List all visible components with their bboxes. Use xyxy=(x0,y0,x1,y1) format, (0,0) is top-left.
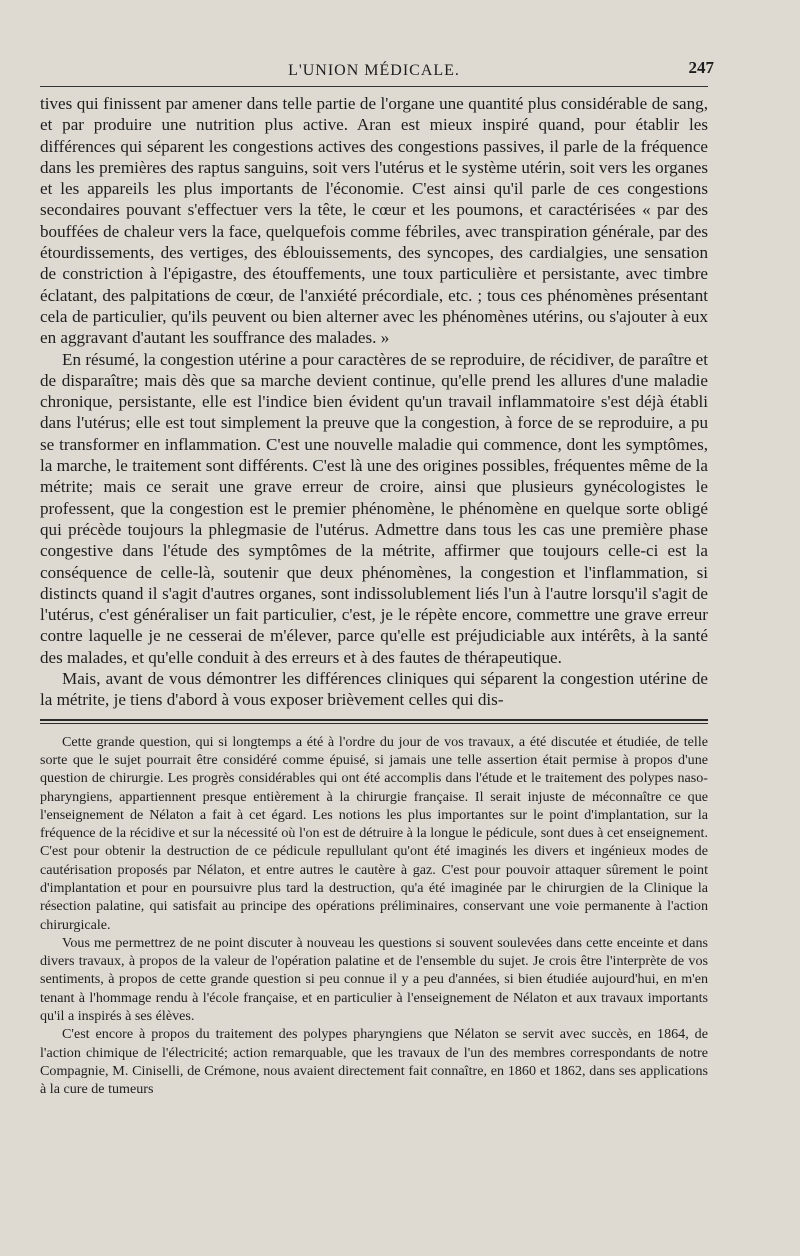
footnote-section xyxy=(40,733,708,1099)
main-text xyxy=(40,93,708,711)
body-paragraph: tives qui finissent par amener dans telle partie de l'organe une quantité plus considérable de sang, et par produire une nutrition plus active. Aran est mieux inspiré quand, pour établir les différences qui séparent les congestions actives des congestions passives, il parle de la fréquence dans les premières des raptus sanguins, soit vers l'utérus et le système utérin, soit vers les organes et les appareils les plus importants de l'économie. C'est ainsi qu'il parle de ces congestions secondaires pouvant s'effectuer vers la tête, le cœur et les poumons, et caractérisées « par des bouffées de chaleur vers la face, quelquefois comme fébriles, avec transpiration générale, par des étourdissements, des vertiges, des éblouissements, des syncopes, des cardialgies, une sensation de constriction à l'épigastre, des étouffements, une toux particulière et persistante, avec timbre éclatant, des palpitations de cœur, de l'anxiété précordiale, etc. ; tous ces phénomènes présentant cela de particulier, qu'ils peuvent ou bien alterner avec les phénomènes utérins, ou s'ajouter à eux en aggravant d'autant les souffrance des malades. » xyxy=(40,94,708,348)
page-number: 247 xyxy=(688,58,714,77)
footnote-separator xyxy=(40,719,708,724)
body-paragraph: En résumé, la congestion utérine a pour caractères de se reproduire, de récidiver, de paraître et de disparaître; mais dès que sa marche devient continue, qu'elle prend les allures d'une maladie chronique, persistante, elle est l'indice bien évident qu'un travail inflammatoire s'est déjà établi dans l'utérus; elle est tout simplement la preuve que la congestion, à force de se reproduire, a pu se transformer en inflammation. C'est une nouvelle maladie qui commence, dont les symptômes, la marche, le traitement sont différents. C'est là une des origines possibles, fréquentes même de la métrite; mais ce serait une grave erreur de croire, ainsi que plusieurs gynécologistes le professent, que la congestion est le premier phénomène, le phénomène en quelque sorte obligé qui précède toujours la phlegmasie de l'utérus. Admettre dans tous les cas une première phase congestive dans l'étude des symptômes de la métrite, affirmer que toujours celle-ci est la conséquence de celle-là, soutenir que deux phénomènes, la congestion et l'inflammation, si distincts quand il s'agit d'autres organes, sont indissolublement liés l'un à l'autre lorsqu'il s'agit de l'utérus, c'est généraliser un fait particulier, c'est, je le répète encore, commettre une grave erreur contre laquelle je ne cesserai de m'élever, parce qu'elle est préjudiciable aux intérêts, à la santé des malades, et qu'elle conduit à des erreurs et à des fautes de thérapeutique. xyxy=(40,349,708,667)
footnote-paragraph: Vous me permettrez de ne point discuter à nouveau les questions si souvent soulevées dans cette enceinte et dans divers travaux, à propos de la valeur de l'opération palatine et de l'ensemble du sujet. Je crois être l'interprète de vos sentiments, à propos de cette grande question si peu connue il y a peu d'années, si bien étudiée aujourd'hui, en m'en tenant à l'hommage rendu à l'école française, et en particulier à l'enseignement de Nélaton et aux travaux importants qu'il a inspirés à ses élèves. xyxy=(40,934,708,1025)
body-paragraph: Mais, avant de vous démontrer les différences cliniques qui séparent la congestion utérine de la métrite, je tiens d'abord à vous exposer brièvement celles qui dis- xyxy=(40,669,708,710)
footnote-paragraph: Cette grande question, qui si longtemps a été à l'ordre du jour de vos travaux, a été discutée et étudiée, de telle sorte que le sujet pourrait être considéré comme épuisé, si jamais une telle assertion était permise à propos d'une question de chirurgie. Les progrès considérables qui ont été accomplis dans l'étude et le traitement des polypes naso-pharyngiens, appartiennent presque entièrement à la chirurgie française. Il serait injuste de méconnaître ce que l'enseignement de Nélaton a fait à cet égard. Les notions les plus importantes sur le point d'implantation, sur la fréquence de la récidive et sur la nécessité où l'on est de détruire à la longue le pédicule, sont dues à cet enseignement. C'est pour obtenir la destruction de ce pédicule repullulant qu'ont été imaginés les divers et ingénieux modes de cautérisation proposés par Nélaton, et entre autres le cautère à gaz. C'est pour pouvoir attaquer sûrement le point d'implantation et pour en poursuivre plus tard la destruction, qu'a été imaginée par le chirurgien de la Clinique la résection palatine, qui satisfait au principe des opérations préliminaires, conservant une voie permanente à l'action chirurgicale. xyxy=(40,733,708,933)
page-header xyxy=(40,58,714,87)
footnote-paragraph: C'est encore à propos du traitement des polypes pharyngiens que Nélaton se servit avec succès, en 1864, de l'action chimique de l'électricité; action remarquable, que les travaux de l'un des membres correspondants de notre Compagnie, M. Ciniselli, de Crémone, nous avaient directement fait connaître, en 1860 et 1862, dans ses applications à la cure de tumeurs xyxy=(40,1026,708,1098)
running-title: L'UNION MÉDICALE. xyxy=(288,62,460,79)
